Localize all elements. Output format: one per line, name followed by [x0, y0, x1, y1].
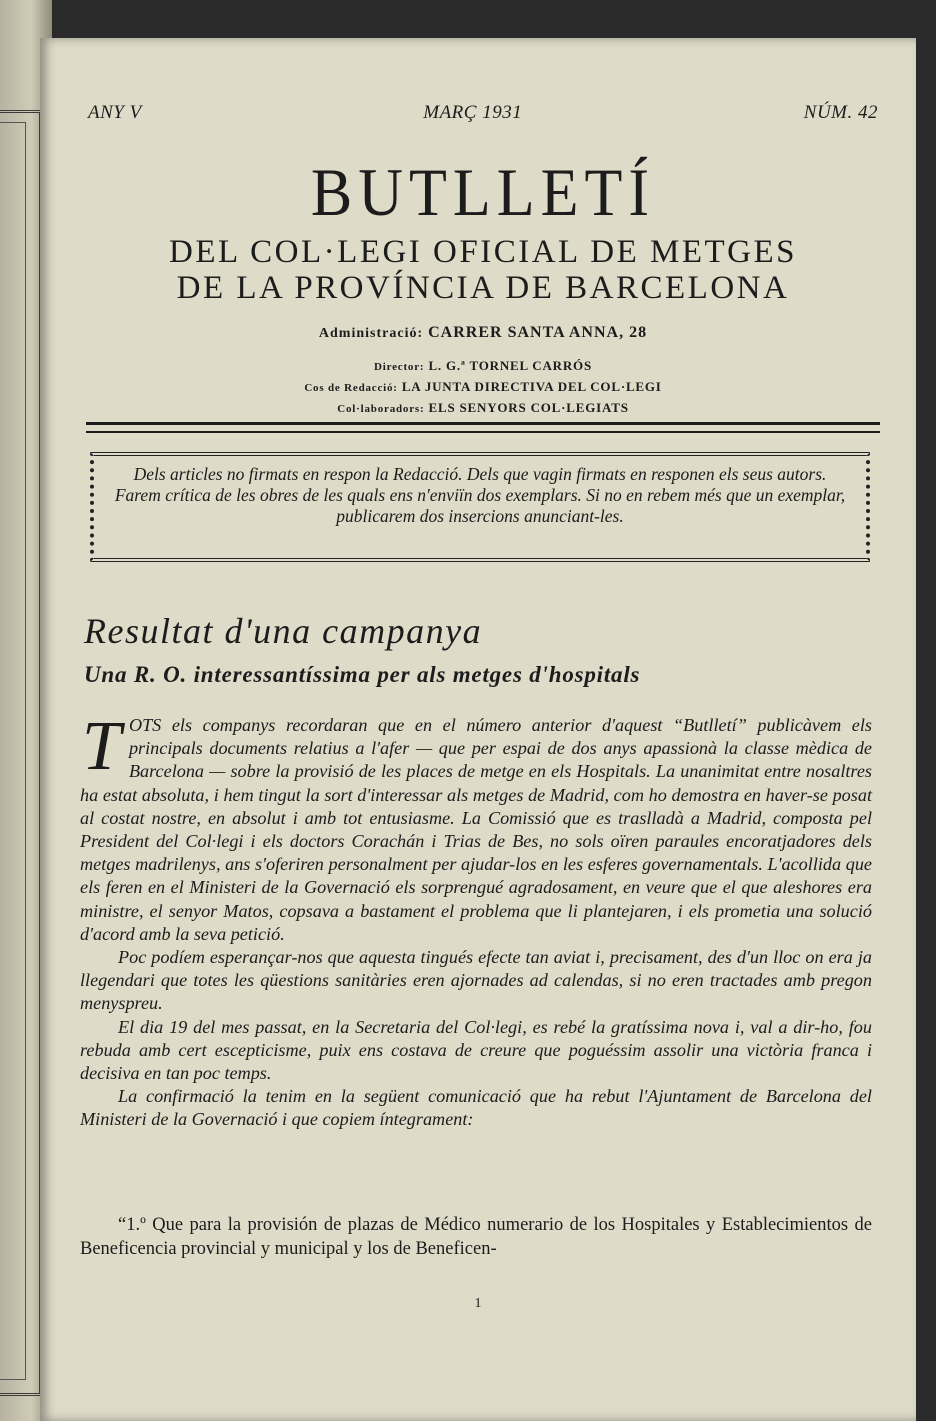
- issue-number: NÚM. 42: [803, 102, 878, 123]
- editorial-notice-box: [90, 452, 870, 562]
- notice-line-1: Dels articles no firmats en respon la Redacció. Dels que vagin firmats en responen els seus autors.: [133, 464, 827, 484]
- quoted-text: [80, 1214, 872, 1261]
- paragraph: La confirmació la tenim en la següent comunicació que ha rebut l'Ajuntament de Barcelona del Ministeri de la Governació i que copiem íntegrament:: [80, 1086, 872, 1130]
- director-label: Director:: [374, 361, 425, 373]
- journal-subtitle-1: DEL COL·LEGI OFICIAL DE METGES: [169, 234, 797, 270]
- volume-year: ANY V: [88, 102, 142, 123]
- article-title: Resultat d'una campanya: [84, 611, 483, 651]
- collaborators-row: [84, 398, 882, 419]
- director-row: [84, 356, 882, 377]
- header-rule: [86, 422, 880, 433]
- paragraph: Poc podíem esperançar-nos que aquesta tingués efecte tan aviat i, precisament, des d'un lloc on era ja llegendari que totes les qüestions sanitàries eren ajornades ad calendas, si no eren tractades amb pregon menyspreu.: [80, 947, 872, 1014]
- journal-subtitle-2: DE LA PROVÍNCIA DE BARCELONA: [176, 270, 790, 306]
- director-name: L. G.ª TORNEL CARRÓS: [428, 358, 592, 373]
- quote-paragraph: “1.º Que para la provisión de plazas de Médico numerario de los Hospitales y Establecimientos de Beneficencia provincial y municipal y los de Beneficen-: [80, 1215, 872, 1259]
- admin-address: CARRER SANTA ANNA, 28: [428, 324, 648, 341]
- collaborators-name: ELS SENYORS COL·LEGIATS: [428, 400, 629, 415]
- drop-cap: T: [82, 708, 121, 785]
- editorial-name: LA JUNTA DIRECTIVA DEL COL·LEGI: [401, 379, 662, 394]
- page-number: 1: [474, 1296, 482, 1311]
- journal-page: [40, 38, 916, 1421]
- journal-title: BUTLLETÍ: [310, 155, 656, 231]
- editorial-label: Cos de Redacció:: [304, 382, 398, 394]
- paragraph: [80, 708, 872, 946]
- issue-date: MARÇ 1931: [423, 102, 523, 123]
- notice-line-2: Farem crítica de les obres de les quals ens n'enviïn dos exemplars. Si no en rebem més que un exemplar, publicarem dos insercions anunciant-les.: [114, 485, 846, 526]
- collaborators-label: Col·laboradors:: [337, 403, 425, 415]
- article-subtitle: Una R. O. interessantíssima per als metges d'hospitals: [84, 662, 641, 687]
- paragraph: El dia 19 del mes passat, en la Secretaria del Col·legi, es rebé la gratíssima nova i, val a dir-ho, fou rebuda amb cert escepticisme, puix ens costava de creure que poguéssim assolir una victòria franca i decisiva en tan poc temps.: [80, 1016, 872, 1084]
- staff-credits: [84, 356, 882, 419]
- admin-label: Administració:: [318, 326, 424, 341]
- masthead: [84, 155, 882, 419]
- editorial-row: [84, 377, 882, 398]
- administration-line: [84, 324, 882, 342]
- paragraph-text: OTS els companys recordaran que en el número anterior d'aquest “Butlletí” publicàvem els principals documents relatius a l'afer — que per espai de dos anys apassionà la classe mèdica de Barcelona — sobre la provisió de les places de metge en els Hospitals. La unanimitat entre nosaltres ha estat absoluta, i hem tingut la sort d'interessar als metges de Madrid, com ho demostra en haver-se posat al costat nostre, en absolut i amb tot entusiasme. La Comissió que es traslladà a Madrid, composta pel President del Col·legi i els doctors Corachán i Trias de Bes, no sols oïren paraules encoratjadores dels metges madrilenys, ans s'oferiren personalment per ajudar-los en les esferes governamentals. L'acollida que els feren en el Ministeri de la Governació els sorprengué agradosament, en veure que el que aleshores era ministre, el senyor Matos, copsava a bastament el problema que li plantejaren, i els prometia una solució d'acord amb la seva petició.: [80, 715, 872, 944]
- article-body: [80, 708, 872, 1132]
- issue-line: [88, 102, 878, 124]
- facing-page-inner-border: [0, 122, 26, 1380]
